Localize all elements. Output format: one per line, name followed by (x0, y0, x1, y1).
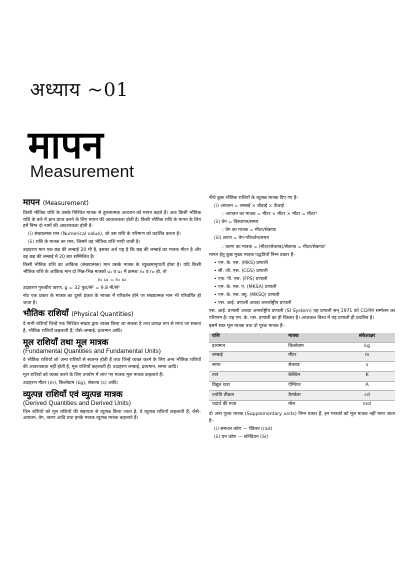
list-item: ∴ वेग का मात्रक = मीटर/सेकण्ड (221, 228, 276, 234)
table-cell: समय (209, 362, 285, 372)
list-item: • एम. के. एस. (MKS) प्रणाली (214, 260, 268, 266)
section-heading-fundamental: मूल राशियाँ तथा मूल मात्रक (23, 338, 109, 349)
section-heading-physical-quantities (23, 309, 201, 320)
list-item: (iii) त्वरण = वेग-परिवर्तन/समय (214, 236, 269, 242)
table-cell: लम्बाई (209, 352, 285, 362)
table-cell: सेकण्ड (285, 362, 339, 372)
list-item: ∴ आयतन का मात्रक = मीटर × मीटर × मीटर = मीटर³ (221, 212, 317, 218)
table-cell: द्रव्यमान (209, 342, 285, 352)
table-cell: मोल (285, 401, 339, 410)
paragraph: जिन राशियों को मूल राशियों की सहायता से व्युत्पन्न किया जाता है, वे व्युत्पन्न राशियाँ कहलाती हैं; जैसे– आयतन, वेग, त्वरण आदि तथा इनके मात्रक व्युत्पन्न मात्रक कहलाते हैं। (23, 409, 201, 422)
si-units-table (209, 333, 395, 410)
paragraph: किसी भौतिक राशि के उसके निश्चित मात्रक से तुलनात्मक अध्ययन को मापन कहते हैं। अतः किसी भौतिक राशि के बारे में ज्ञान प्राप्त करने के लिए मापन की आवश्यकता होती है। किसी भौतिक राशि के मापन के लिए हमें निम्न दो नामों की आवश्यकता होती है– (23, 211, 201, 230)
table-row (209, 401, 395, 410)
list-item: ∴ त्वरण का मात्रक = (मीटर/सेकण्ड)/सेकण्ड = मीटर/सेकण्ड² (221, 244, 326, 250)
section-subheading-derived: (Derived Quantities and Derived Units) (23, 400, 131, 408)
table-cell: किलोग्राम (285, 342, 339, 352)
table-cell: कैण्डेला (285, 391, 339, 401)
section-subheading-fundamental: (Fundamental Quantities and Fundamental Units) (23, 348, 161, 356)
table-cell: A (339, 381, 395, 391)
table-cell: s (339, 362, 395, 372)
table-cell: m (339, 352, 395, 362)
table-header: संकेताक्षर (339, 333, 395, 342)
paragraph: वे भौतिक राशियाँ जो अन्य राशियों से स्वतन्त्र होती हैं तथा जिन्हें व्यक्त करने के लिए अन्य भौतिक राशियों की आवश्यकता नहीं होती है, मूल राशियाँ कहलाती हैं। उदाहरण लम्बाई, द्रव्यमान, समय आदि। (23, 357, 201, 370)
example: उदाहरण गुरुत्वीय त्वरण, g = 32 फुट/से² = 9.8 मी/से² (23, 285, 120, 291)
table-cell: ऐम्पियर (285, 381, 339, 391)
example: उदाहरण मीटर (m), किलोग्राम (kg), सेकण्ड (s) आदि। (23, 380, 119, 386)
table-cell: मीटर (285, 352, 339, 362)
list-item: (i) संख्यात्मक मान (Numerical value), जो उस राशि के परिमाण को प्रदर्शित करता है। (28, 232, 181, 238)
chapter-title-hindi: मापन (28, 123, 104, 167)
section-heading-derived: व्युत्पन्न राशियाँ एवं व्युत्पन्न मात्रक (23, 390, 123, 401)
paragraph: दो अन्य पूरक मात्रक (Supplementary units) निम्न प्रकार हैं, इन मात्रकों को मूल मात्रक नहीं माना जाता है– (209, 412, 395, 424)
table-row (209, 391, 395, 401)
left-column (23, 196, 201, 424)
chapter-label: अध्याय ~01 (30, 79, 129, 101)
formula: n₁ u₁ = n₂ u₂ (97, 277, 127, 283)
table-cell: विद्युत धारा (209, 381, 285, 391)
heading-text: मापन (23, 198, 40, 208)
table-header-row (209, 333, 395, 342)
paragraph: नीचे कुछ भौतिक राशियों के व्युत्पन्न मात्रक दिए गए हैं– (209, 196, 299, 201)
paragraph: मापन हेतु कुछ मुख्य मात्रक पद्धतियाँ निम्न प्रकार हैं– (209, 252, 296, 258)
chapter-title-english: Measurement (30, 162, 134, 181)
table-row (209, 371, 395, 381)
table-cell: पदार्थ की मात्रा (209, 401, 285, 410)
list-item: • एस. आई. प्रणाली अथवा अन्तर्राष्ट्रीय प्रणाली (214, 301, 292, 307)
table-row (209, 381, 395, 391)
table-row (209, 362, 395, 372)
paragraph: मूल राशियों को व्यक्त करने के लिए उपयोग में लाए गए मात्रक मूल मात्रक कहलाते हैं। (23, 372, 164, 378)
table-header: राशि (209, 333, 285, 342)
table-row (209, 342, 395, 352)
table-cell: kg (339, 342, 395, 352)
right-column (209, 196, 395, 443)
paragraph: वे सभी राशियाँ जिन्हें एक निश्चित संख्या द्वारा व्यक्त किया जा सकता है तथा प्रत्यक्ष रूप से मापा जा सकता है, भौतिक राशियाँ कहलाती हैं; जैसे–लम्बाई, द्रव्यमान आदि। (23, 322, 201, 334)
list-item: (ii) वेग = विस्थापन/समय (214, 220, 259, 226)
paragraph: इसमें सात मूल मात्रक तथा दो पूरक मात्रक हैं– (209, 324, 285, 329)
table-header: मात्रक (285, 333, 339, 342)
list-item: • एम. के. एस. क्यू. (MKSQ) प्रणाली (214, 293, 280, 299)
section-heading-measurement (23, 198, 201, 209)
table-cell: ताप (209, 371, 285, 381)
list-item: (i) समतल कोण — रेडियन (rad) (214, 426, 273, 432)
example: उदाहरण मान एक छड़ की लम्बाई 20 मी है, इसका अर्थ यह है कि छड़ की लम्बाई का मात्रक मीटर है और वह छड़ की लम्बाई में 20 बार सम्मिलित है। (23, 248, 201, 261)
list-item: • एम. के. एस. ए. (MKSA) प्रणाली (214, 285, 277, 291)
heading-text: भौतिक राशियाँ (23, 309, 69, 320)
list-item: (ii) घन कोण — स्टेरेडियन (Sr) (214, 434, 269, 440)
heading-english: (Measurement) (42, 200, 89, 207)
paragraph: एस. आई. प्रणाली अथवा अन्तर्राष्ट्रीय प्रणाली (SI System) यह प्रणाली सन् 1971 को CGPM सम्मेलन का परिणाम है। यह एम. के. एस. प्रणाली का ही विस्तार है। आजकल विश्व में यह प्रणाली ही प्रचलित है। (209, 309, 395, 321)
table-cell: mol (339, 401, 395, 410)
paragraph: किसी भौतिक राशि का आंकिक (संख्यात्मक) मान उसके मात्रक के व्युत्क्रमानुपाती होता है। यदि किसी भौतिक राशि के आंकिक मान दो भिन्न-भिन्न मात्रकों u₁ व u₂ में क्रमशः n₁ व n₂ हो, तो (23, 263, 201, 275)
list-item: (i) आयतन = लम्बाई × चौड़ाई × ऊँचाई (214, 204, 284, 210)
table-cell: K (339, 371, 395, 381)
note: नोट एक प्रकार के मात्रक का दूसरे प्रकार के मात्रक में परिवर्तन होने पर संख्यात्मक मान भी परिवर्तित हो जाता है। (23, 294, 201, 306)
table-cell: केल्विन (285, 371, 339, 381)
list-item: • सी. जी. एस. (CGS) प्रणाली (214, 268, 268, 274)
table-row (209, 352, 395, 362)
list-item: (ii) राशि के मात्रक का मान, जिसमें वह भौतिक राशि मापी जाती है। (28, 240, 141, 246)
list-item: • एफ. पी. एस. (FPS) प्रणाली (214, 276, 268, 282)
table-cell: cd (339, 391, 395, 401)
table-cell: ज्योति तीव्रता (209, 391, 285, 401)
heading-english: (Physical Quantities) (71, 311, 134, 319)
